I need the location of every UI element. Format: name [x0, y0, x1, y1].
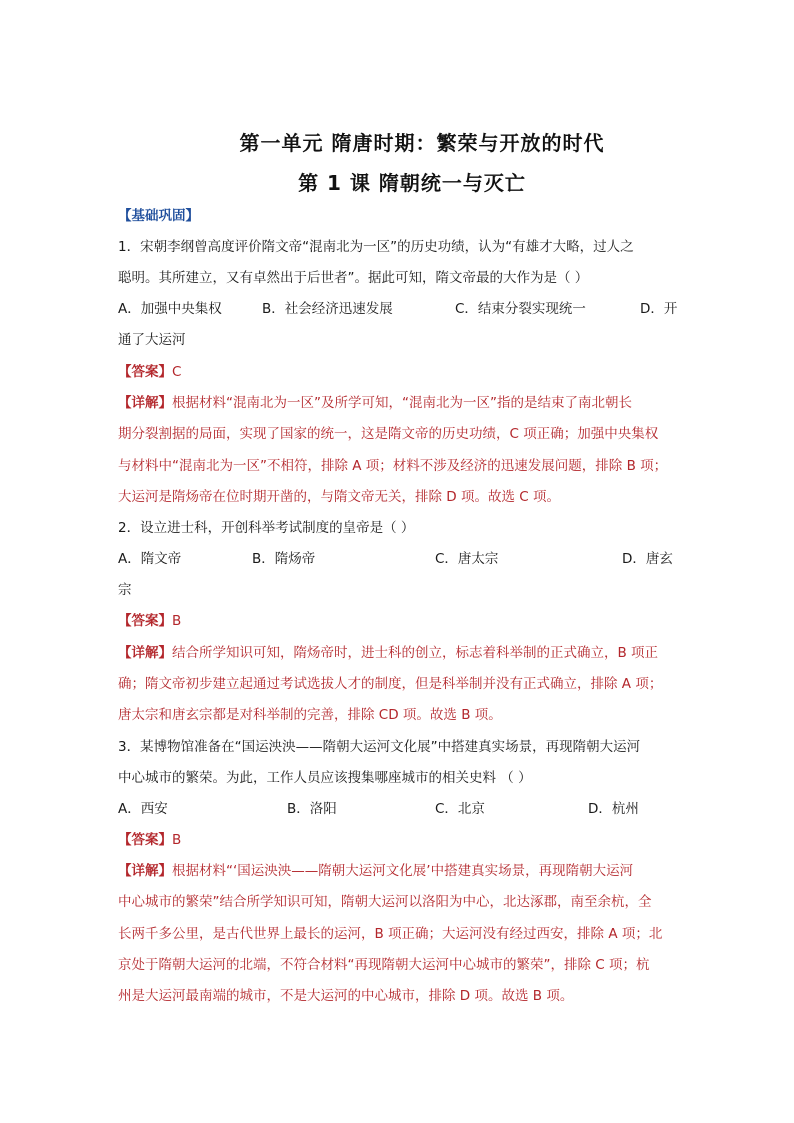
q3-stem-line1: 3．某博物馆准备在“国运泱泱——隋朝大运河文化展”中搭建真实场景，再现隋朝大运河	[118, 739, 641, 755]
q3-detail-line1	[118, 861, 633, 881]
lesson-title: 第 1 课 隋朝统一与灭亡	[298, 171, 526, 195]
answer-tag: 【答案】	[118, 613, 172, 629]
q1-option-c: C．结束分裂实现统一	[455, 301, 586, 317]
q2-answer	[118, 611, 181, 631]
q3-detail-line3: 长两千多公里，是古代世界上最长的运河，B 项正确；大运河没有经过西安，排除 A 项；北	[118, 926, 663, 942]
q2-option-d: D．唐玄	[622, 551, 673, 567]
unit-title: 第一单元 隋唐时期：繁荣与开放的时代	[239, 131, 605, 155]
answer-value: C	[172, 364, 182, 380]
detail-tag: 【详解】	[118, 395, 172, 411]
detail-text: 根据材料“混南北为一区”及所学可知，“混南北为一区”指的是结束了南北朝长	[172, 395, 632, 411]
q1-detail-line2: 期分裂割据的局面，实现了国家的统一，这是隋文帝的历史功绩，C 项正确；加强中央集权	[118, 426, 659, 442]
q3-option-b: B．洛阳	[287, 801, 337, 817]
q1-stem-line2: 聪明。其所建立，又有卓然出于后世者”。据此可知，隋文帝最的大作为是（ ）	[118, 270, 589, 286]
q2-detail-line1	[118, 643, 658, 663]
q1-answer	[118, 362, 181, 382]
q2-detail-line2: 确；隋文帝初步建立起通过考试选拔人才的制度，但是科举制并没有正式确立，排除 A 项；	[118, 676, 663, 692]
q2-option-d-cont: 宗	[118, 582, 132, 598]
q1-option-b: B．社会经济迅速发展	[262, 301, 393, 317]
q3-stem-line2: 中心城市的繁荣。为此，工作人员应该搜集哪座城市的相关史料 （ ）	[118, 770, 532, 786]
q3-detail-line5: 州是大运河最南端的城市，不是大运河的中心城市，排除 D 项。故选 B 项。	[118, 988, 574, 1004]
q1-stem-line1: 1．宋朝李纲曾高度评价隋文帝“混南北为一区”的历史功绩，认为“有雄才大略，过人之	[118, 239, 634, 255]
detail-tag: 【详解】	[118, 863, 172, 879]
q1-option-d-cont: 通了大运河	[118, 332, 186, 348]
q2-option-a: A．隋文帝	[118, 551, 182, 567]
answer-tag: 【答案】	[118, 832, 172, 848]
detail-text: 根据材料“‘国运泱泱——隋朝大运河文化展’中搭建真实场景，再现隋朝大运河	[172, 863, 634, 879]
q1-option-a: A．加强中央集权	[118, 301, 222, 317]
q2-stem-line1: 2．设立进士科，开创科举考试制度的皇帝是（ ）	[118, 520, 415, 536]
q2-option-c: C．唐太宗	[435, 551, 499, 567]
q1-option-d: D．开	[640, 301, 678, 317]
q3-option-d: D．杭州	[588, 801, 639, 817]
q2-detail-line3: 唐太宗和唐玄宗都是对科举制的完善，排除 CD 项。故选 B 项。	[118, 707, 502, 723]
q2-option-b: B．隋炀帝	[252, 551, 316, 567]
detail-text: 结合所学知识可知，隋炀帝时，进士科的创立，标志着科举制的正式确立，B 项正	[172, 645, 659, 661]
answer-value: B	[172, 613, 182, 629]
q3-answer	[118, 830, 181, 850]
q3-option-a: A．西安	[118, 801, 168, 817]
q1-detail-line4: 大运河是隋炀帝在位时期开凿的，与隋文帝无关，排除 D 项。故选 C 项。	[118, 489, 560, 505]
section-label: 【基础巩固】	[118, 208, 199, 224]
q1-detail-line3: 与材料中“混南北为一区”不相符，排除 A 项；材料不涉及经济的迅速发展问题，排除 B 项；	[118, 458, 668, 474]
q3-detail-line4: 京处于隋朝大运河的北端，不符合材料“再现隋朝大运河中心城市的繁荣”，排除 C 项；杭	[118, 957, 650, 973]
answer-tag: 【答案】	[118, 364, 172, 380]
q1-detail-line1	[118, 393, 632, 413]
detail-tag: 【详解】	[118, 645, 172, 661]
q3-option-c: C．北京	[435, 801, 485, 817]
answer-value: B	[172, 832, 182, 848]
q3-detail-line2: 中心城市的繁荣”结合所学知识可知，隋朝大运河以洛阳为中心，北达涿郡，南至余杭，全	[118, 894, 652, 910]
